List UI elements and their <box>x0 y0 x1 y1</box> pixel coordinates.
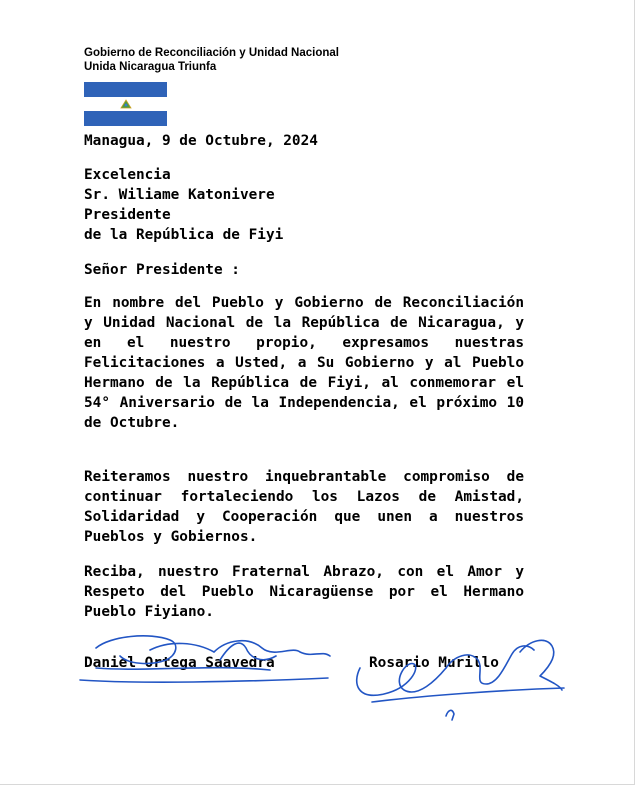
signature-left-stroke <box>96 668 270 670</box>
addressee-line: de la República de Fiyi <box>84 227 284 243</box>
letter-date: Managua, 9 de Octubre, 2024 <box>84 133 318 149</box>
signature-right-stroke <box>520 640 562 690</box>
addressee-line: Excelencia <box>84 167 171 183</box>
letterhead-line-2: Unida Nicaragua Triunfa <box>84 61 217 73</box>
body-paragraph-1: En nombre del Pueblo y Gobierno de Reconciliación y Unidad Nacional de la República de Nicaragua, y en el nuestro propio, expresamos nuestras Felicitaciones a Usted, a Su Gobierno y al Pueblo Hermano de la República de Fiyi, al conmemorar el 54° Aniversario de la Independencia, el próximo 10 de Octubre. <box>84 295 524 431</box>
signature-left-stroke <box>96 636 176 664</box>
signature-left-stroke <box>80 678 328 682</box>
signature-right-stroke <box>357 664 446 696</box>
salutation: Señor Presidente : <box>84 262 240 278</box>
addressee-line: Presidente <box>84 207 171 223</box>
signatory-left-name: Daniel Ortega Saavedra <box>84 655 275 671</box>
signature-right-stroke <box>372 688 564 702</box>
letterhead-line-1: Gobierno de Reconciliación y Unidad Nacional <box>84 47 339 59</box>
signature-right-stroke <box>446 710 454 720</box>
addressee-line: Sr. Wiliame Katonivere <box>84 187 275 203</box>
body-paragraph-3: Reciba, nuestro Fraternal Abrazo, con el Amor y Respeto del Pueblo Nicaragüense por el Hermano Pueblo Fiyiano. <box>84 564 524 620</box>
signatory-right-name: Rosario Murillo <box>369 655 499 671</box>
body-paragraph-2: Reiteramos nuestro inquebrantable compromiso de continuar fortaleciendo los Lazos de Amistad, Solidaridad y Cooperación que unen a nuestros Pueblos y Gobiernos. <box>84 469 524 545</box>
